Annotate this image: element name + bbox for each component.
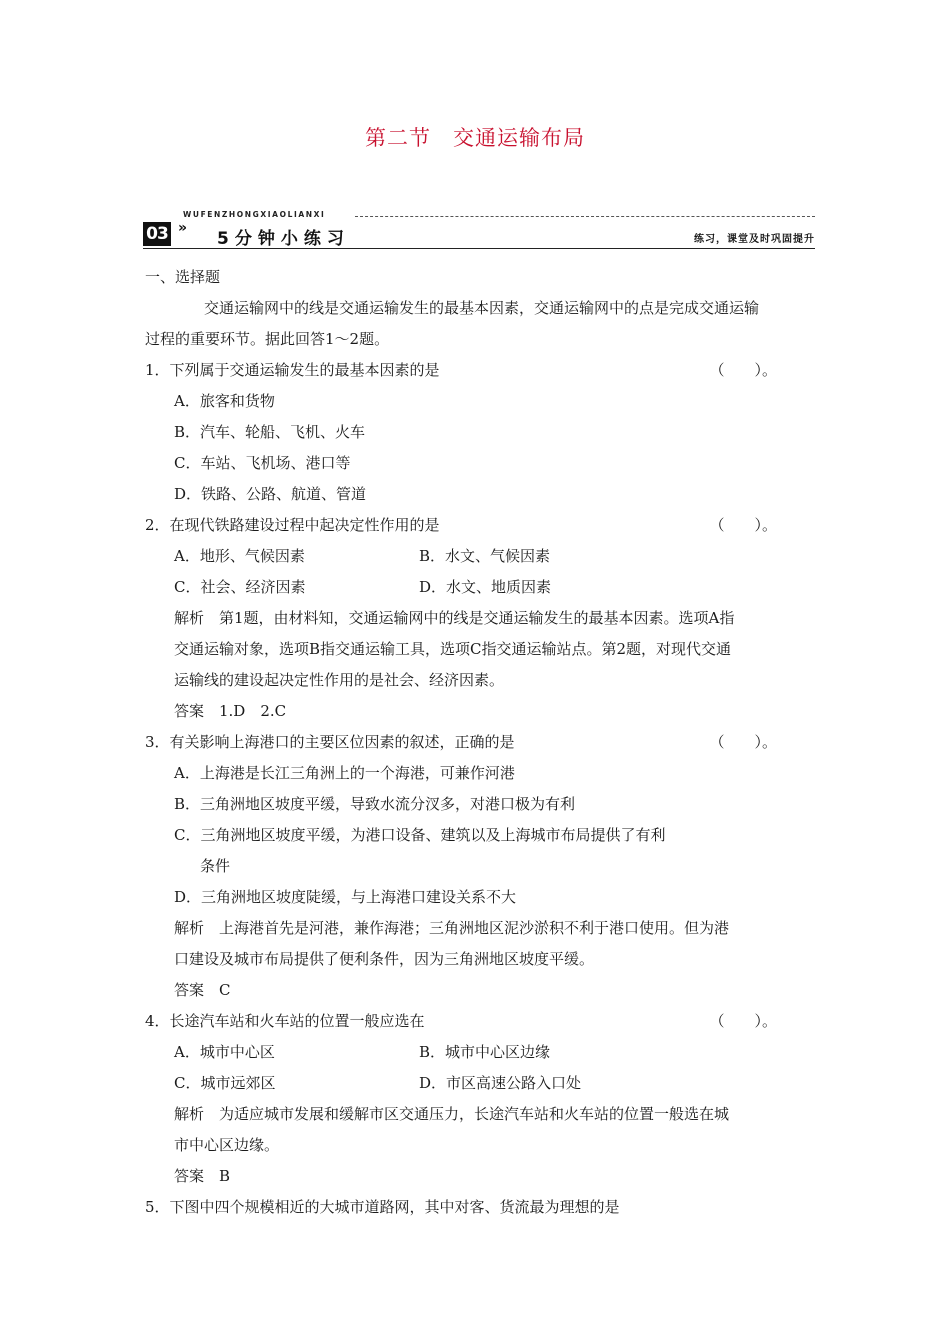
option: B．水文、气候因素 (419, 547, 551, 565)
answer-blank: （ ）。 (709, 1012, 777, 1030)
option: A．上海港是长江三角洲上的一个海港，可兼作河港 (174, 764, 515, 782)
question-stem: 1．下列属于交通运输发生的最基本因素的是 (145, 361, 440, 379)
option: A．城市中心区 (174, 1043, 275, 1061)
option-row (145, 541, 815, 572)
question-5 (145, 1192, 815, 1223)
question-stem: 5．下图中四个规模相近的大城市道路网，其中对客、货流最为理想的是 (145, 1198, 620, 1216)
banner-heading: 5分钟小练习 (217, 229, 350, 249)
banner-tagline: 练习，课堂及时巩固提升 (694, 234, 815, 245)
option: C．车站、飞机场、港口等 (174, 454, 351, 472)
section-banner (143, 208, 815, 252)
option: D．市区高速公路入口处 (419, 1074, 582, 1092)
question-2 (145, 510, 815, 541)
question-1 (145, 355, 815, 386)
intro-line: 过程的重要环节。据此回答1～2题。 (145, 330, 390, 348)
option: C．三角洲地区坡度平缓，为港口设备、建筑以及上海城市布局提供了有利 (174, 826, 666, 844)
option: B．城市中心区边缘 (419, 1043, 551, 1061)
section-number-badge: 03 (143, 222, 171, 246)
banner-dashed-line (355, 216, 815, 217)
option: D．水文、地质因素 (419, 578, 552, 596)
answer-blank: （ ）。 (709, 361, 777, 379)
option: C．社会、经济因素 (174, 578, 306, 596)
option: D．三角洲地区坡度陡缓，与上海港口建设关系不大 (174, 888, 517, 906)
document-body (145, 262, 815, 1223)
answer-blank: （ ）。 (709, 733, 777, 751)
question-3 (145, 727, 815, 758)
banner-rule (143, 248, 815, 249)
option: B．汽车、轮船、飞机、火车 (174, 423, 366, 441)
question-stem: 4．长途汽车站和火车站的位置一般应选在 (145, 1012, 425, 1030)
analysis-line: 交通运输对象，选项B指交通运输工具，选项C指交通运输站点。第2题，对现代交通 (174, 640, 732, 658)
analysis-line: 市中心区边缘。 (174, 1136, 280, 1154)
option: A．旅客和货物 (174, 392, 275, 410)
answer-line: 答案 B (174, 1167, 231, 1185)
option-row (145, 1068, 815, 1099)
option: A．地形、气候因素 (174, 547, 305, 565)
analysis-line: 口建设及城市布局提供了便利条件，因为三角洲地区坡度平缓。 (174, 950, 595, 968)
question-4 (145, 1006, 815, 1037)
answer-blank: （ ）。 (709, 516, 777, 534)
option-continuation: 条件 (200, 857, 231, 875)
page-title: 第二节 交通运输布局 (365, 126, 585, 150)
option-row (145, 1037, 815, 1068)
option: D．铁路、公路、航道、管道 (174, 485, 367, 503)
analysis-line: 运输线的建设起决定性作用的是社会、经济因素。 (174, 671, 505, 689)
question-stem: 2．在现代铁路建设过程中起决定性作用的是 (145, 516, 440, 534)
question-stem: 3．有关影响上海港口的主要区位因素的叙述，正确的是 (145, 733, 515, 751)
answer-line: 答案 C (174, 981, 231, 999)
option: B．三角洲地区坡度平缓，导致水流分汊多，对港口极为有利 (174, 795, 576, 813)
double-chevron-icon: » (178, 220, 188, 236)
section-heading: 一、选择题 (145, 268, 221, 286)
answer-line: 答案 1.D 2.C (174, 702, 287, 720)
analysis-line: 解析 第1题，由材料知，交通运输网中的线是交通运输发生的最基本因素。选项A指 (174, 609, 735, 627)
banner-pinyin: WUFENZHONGXIAOLIANXI (183, 210, 326, 219)
option-row (145, 572, 815, 603)
analysis-line: 解析 为适应城市发展和缓解市区交通压力，长途汽车站和火车站的位置一般选在城 (174, 1105, 730, 1123)
intro-line: 交通运输网中的线是交通运输发生的最基本因素，交通运输网中的点是完成交通运输 (204, 299, 760, 317)
option: C．城市远郊区 (174, 1074, 276, 1092)
analysis-line: 解析 上海港首先是河港，兼作海港；三角洲地区泥沙淤积不利于港口使用。但为港 (174, 919, 730, 937)
